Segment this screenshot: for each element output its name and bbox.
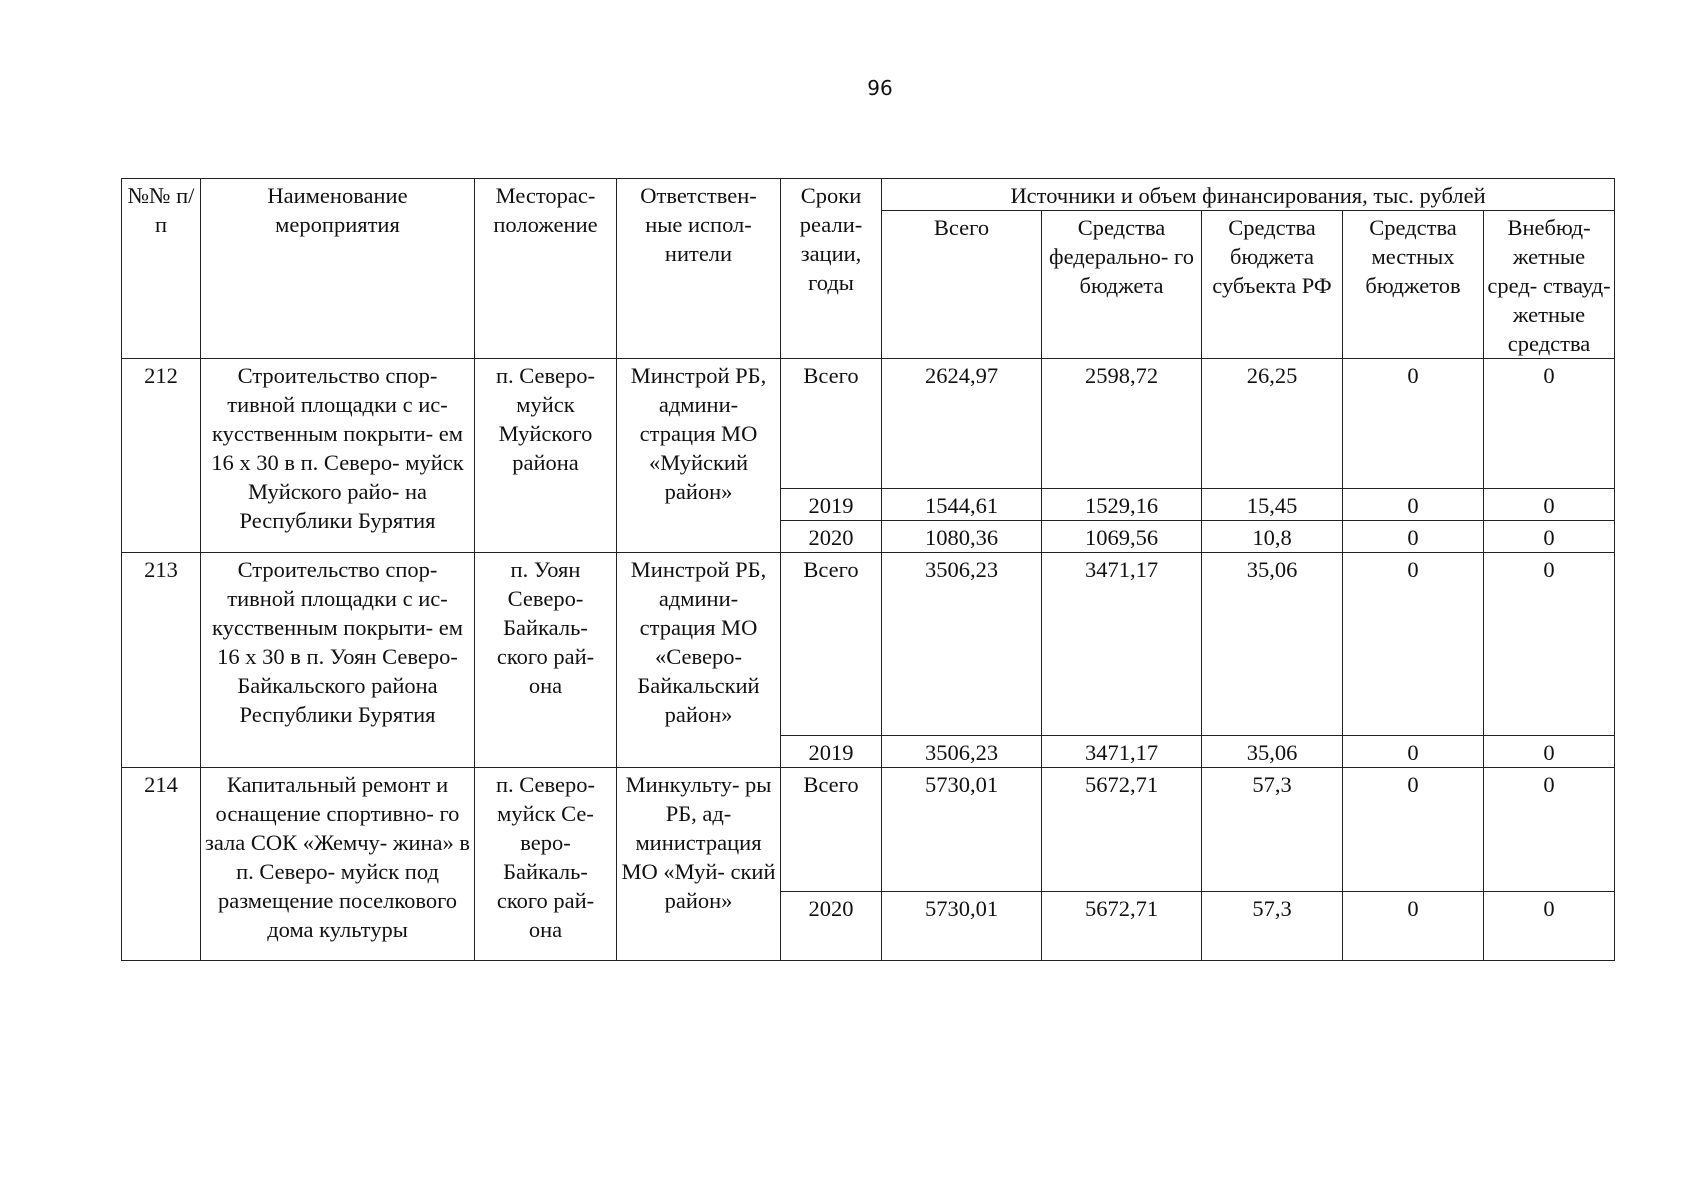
cell-regional: 15,45 <box>1202 489 1343 521</box>
cell-extra: 0 <box>1484 553 1615 736</box>
cell-name: Строительство спор- тивной площадки с ис- кусственным покрыти- ем 16 х 30 в п. Уоян Северо-Байкальского района Республики Бурятия <box>201 553 475 768</box>
cell-period: 2020 <box>781 521 882 553</box>
header-total: Всего <box>882 211 1042 359</box>
cell-period: 2020 <box>781 892 882 961</box>
cell-extra: 0 <box>1484 892 1615 961</box>
cell-local: 0 <box>1343 359 1484 489</box>
cell-federal: 3471,17 <box>1042 553 1202 736</box>
header-name: Наименование мероприятия <box>201 179 475 359</box>
cell-local: 0 <box>1343 736 1484 768</box>
cell-extra: 0 <box>1484 489 1615 521</box>
cell-federal: 1529,16 <box>1042 489 1202 521</box>
cell-extra: 0 <box>1484 768 1615 892</box>
cell-federal: 1069,56 <box>1042 521 1202 553</box>
header-location: Месторас- положение <box>475 179 617 359</box>
cell-regional: 10,8 <box>1202 521 1343 553</box>
cell-federal: 5672,71 <box>1042 768 1202 892</box>
cell-regional: 57,3 <box>1202 892 1343 961</box>
cell-location: п. Северо- муйск Муйского района <box>475 359 617 553</box>
financing-table <box>121 178 1615 961</box>
cell-extra: 0 <box>1484 359 1615 489</box>
cell-regional: 26,25 <box>1202 359 1343 489</box>
cell-extra: 0 <box>1484 521 1615 553</box>
header-regional: Средства бюджета субъекта РФ <box>1202 211 1343 359</box>
cell-total: 5730,01 <box>882 768 1042 892</box>
cell-responsible: Минстрой РБ, админи- страция МО «Северо- Байкальский район» <box>617 553 781 768</box>
cell-total: 3506,23 <box>882 553 1042 736</box>
cell-num: 212 <box>122 359 201 553</box>
cell-name: Строительство спор- тивной площадки с ис- кусственным покрыти- ем 16 х 30 в п. Северо- муйск Муйского райо- на Республики Бурятия <box>201 359 475 553</box>
table-row <box>122 768 1615 892</box>
cell-regional: 35,06 <box>1202 736 1343 768</box>
header-responsible: Ответствен- ные испол- нители <box>617 179 781 359</box>
cell-local: 0 <box>1343 553 1484 736</box>
header-extra: Внебюд- жетные сред- ствауд- жетные средства <box>1484 211 1615 359</box>
table-row <box>122 359 1615 489</box>
cell-total: 3506,23 <box>882 736 1042 768</box>
cell-extra: 0 <box>1484 736 1615 768</box>
cell-federal: 3471,17 <box>1042 736 1202 768</box>
cell-total: 5730,01 <box>882 892 1042 961</box>
cell-local: 0 <box>1343 489 1484 521</box>
cell-responsible: Минкульту- ры РБ, ад- министрация МО «Муй- ский район» <box>617 768 781 961</box>
cell-location: п. Северо- муйск Се- веро- Байкаль- ского рай- она <box>475 768 617 961</box>
cell-location: п. Уоян Северо- Байкаль- ского рай- она <box>475 553 617 768</box>
cell-local: 0 <box>1343 521 1484 553</box>
cell-regional: 57,3 <box>1202 768 1343 892</box>
cell-regional: 35,06 <box>1202 553 1343 736</box>
cell-period: 2019 <box>781 736 882 768</box>
header-period: Сроки реали- зации, годы <box>781 179 882 359</box>
cell-period: Всего <box>781 768 882 892</box>
cell-local: 0 <box>1343 892 1484 961</box>
cell-num: 214 <box>122 768 201 961</box>
cell-name: Капитальный ремонт и оснащение спортивно- го зала СОК «Жемчу- жина» в п. Северо- муйск под размещение поселкового дома культуры <box>201 768 475 961</box>
cell-total: 1544,61 <box>882 489 1042 521</box>
page-number: 96 <box>867 76 893 100</box>
header-num: №№ п/п <box>122 179 201 359</box>
cell-period: Всего <box>781 359 882 489</box>
cell-num: 213 <box>122 553 201 768</box>
header-funding-group: Источники и объем финансирования, тыс. рублей <box>882 179 1615 211</box>
cell-federal: 2598,72 <box>1042 359 1202 489</box>
table-row <box>122 553 1615 736</box>
header-federal: Средства федерально- го бюджета <box>1042 211 1202 359</box>
cell-federal: 5672,71 <box>1042 892 1202 961</box>
cell-total: 1080,36 <box>882 521 1042 553</box>
header-local: Средства местных бюджетов <box>1343 211 1484 359</box>
cell-responsible: Минстрой РБ, админи- страция МО «Муйский район» <box>617 359 781 553</box>
cell-local: 0 <box>1343 768 1484 892</box>
cell-total: 2624,97 <box>882 359 1042 489</box>
cell-period: 2019 <box>781 489 882 521</box>
cell-period: Всего <box>781 553 882 736</box>
